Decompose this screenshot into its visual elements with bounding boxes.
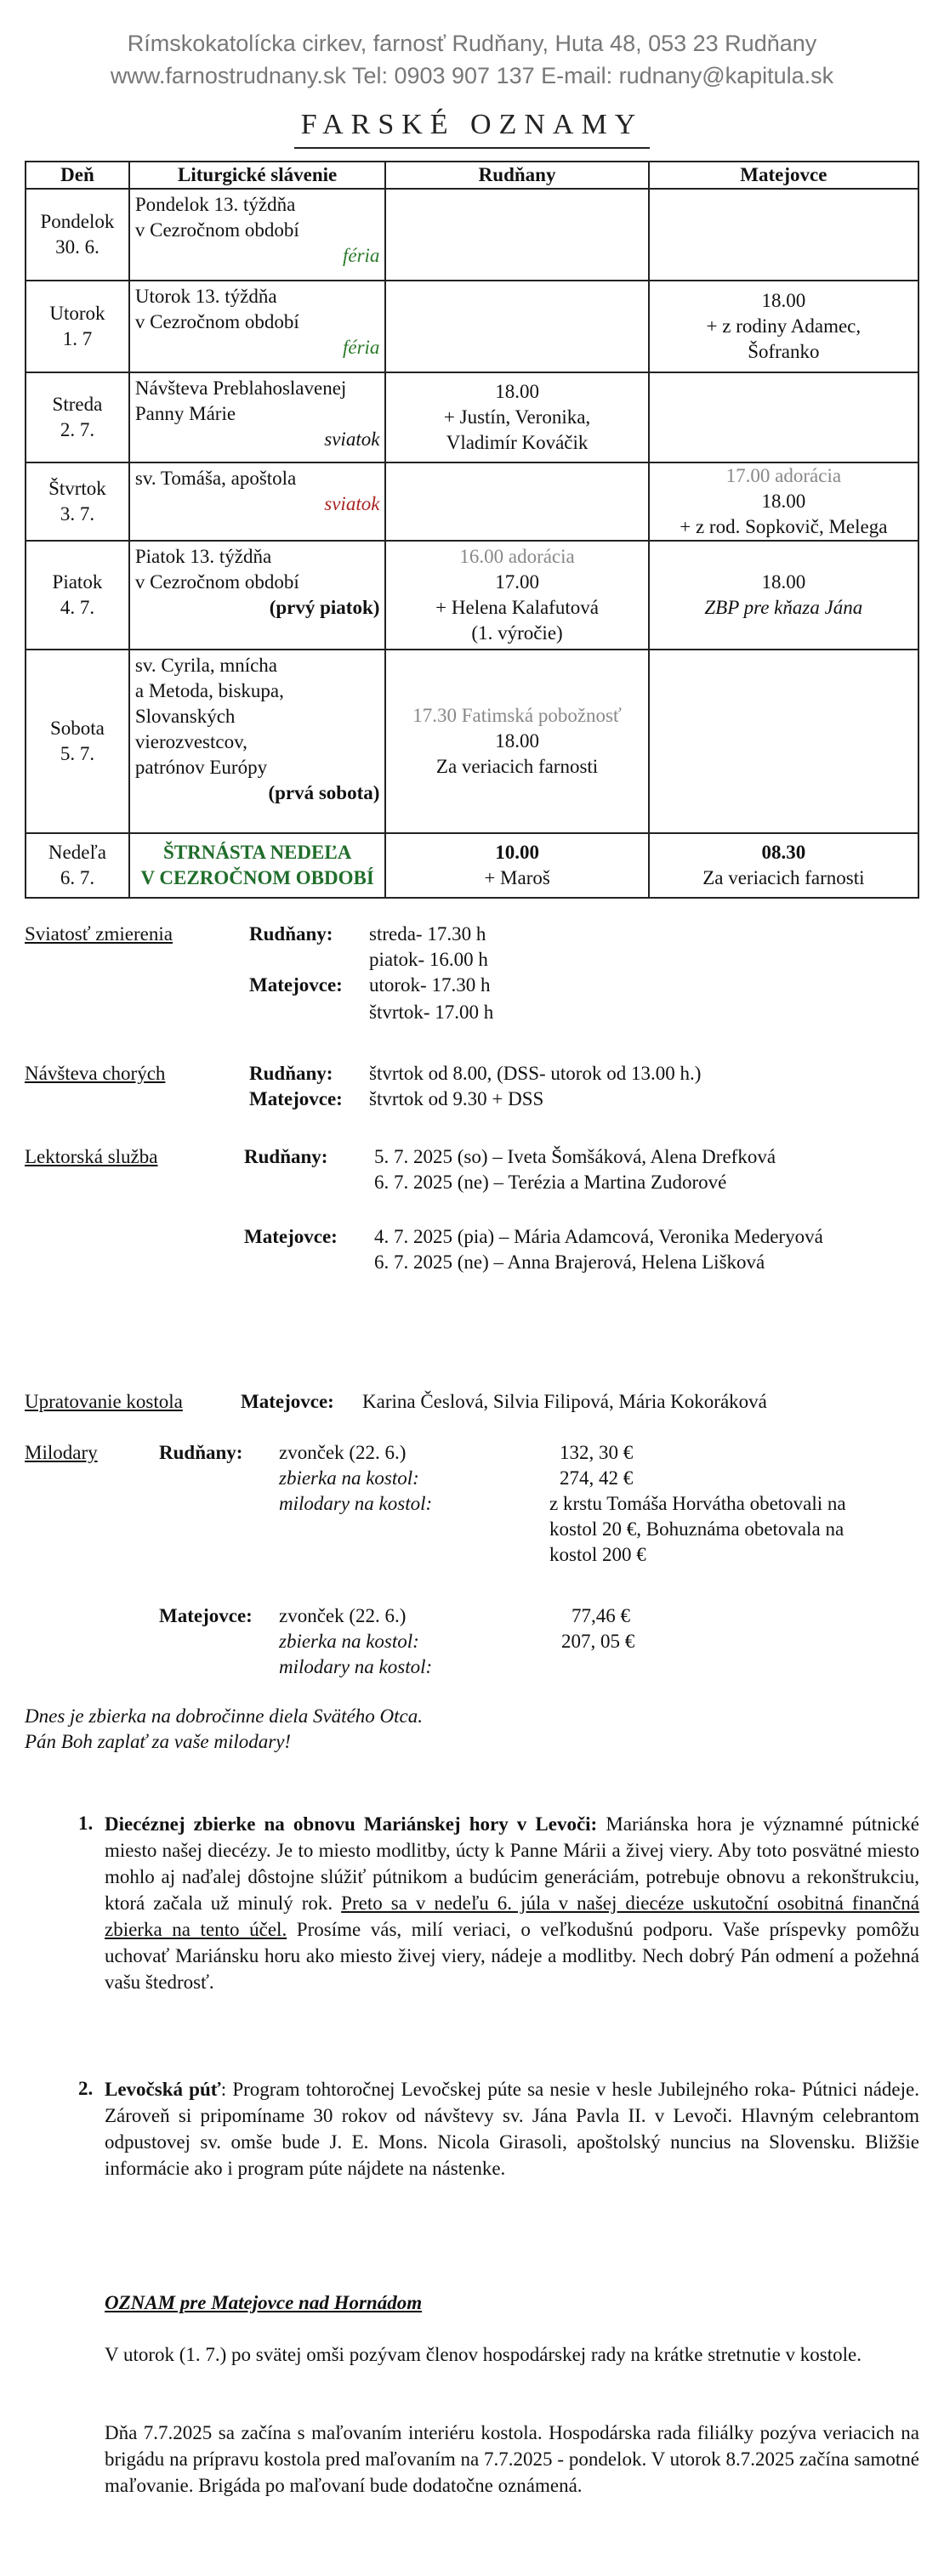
liturgy-line: Utorok 13. týždňa (134, 286, 277, 307)
day-cell (26, 281, 129, 372)
confession-rudnany-1: streda- 17.30 h (369, 923, 486, 945)
item-1-text-b: Prosíme vás, milí veriaci, o veľkodušnú podporu. Vaše príspevky pomôžu uchovať Mariánsku horu ako miesto živej viery, nádeje a modlitby. Nech dobrý Pán odmení a požehná vašu štedrosť. (105, 1919, 919, 1993)
rudnany-cell (385, 281, 648, 372)
donations-matejovce-label: Matejovce: (159, 1605, 253, 1626)
liturgy-line: v Cezročnom období (134, 571, 299, 593)
matejovce-cell (649, 650, 918, 833)
rudnany-cell (385, 372, 648, 462)
matejovce-line: Za veriacich farnosti (702, 867, 865, 888)
item-1-heading: Diecéznej zbierke na obnovu Mariánskej hory v Levoči: (105, 1813, 598, 1835)
day-name: Streda (52, 394, 103, 415)
cleaning-names: Karina Česlová, Silvia Filipová, Mária Kokoráková (362, 1391, 767, 1412)
liturgy-line: Návšteva Preblahoslavenej (134, 377, 347, 399)
matejovce-cell (649, 189, 918, 281)
rudnany-cell (385, 833, 648, 898)
schedule-row (26, 189, 918, 281)
notice-paragraph-1: V utorok (1. 7.) po svätej omši pozývam členov hospodárskej rady na krátke stretnutie v kostole. (105, 2344, 862, 2365)
liturgy-cell (129, 833, 386, 898)
liturgy-line: sv. Tomáša, apoštola (134, 468, 297, 489)
donations-rudnany-note-1: z krstu Tomáša Horvátha obetovali na (549, 1493, 846, 1514)
matejovce-line: ZBP pre kňaza Jána (704, 597, 863, 618)
schedule-row (26, 281, 918, 372)
liturgy-rank: féria (342, 337, 380, 358)
liturgy-cell (129, 372, 386, 462)
liturgy-cell (129, 541, 386, 650)
matejovce-line: 18.00 (761, 491, 806, 512)
rudnany-line: + Maroš (484, 867, 550, 888)
col-header-liturgy: Liturgické slávenie (129, 162, 386, 189)
donations-label: Milodary (25, 1442, 98, 1463)
item-1-text-underlined: Preto sa v nedeľu 6. júla v našej diecéze uskutoční osobitná finančná zbierka na tento účel. (105, 1892, 919, 1940)
day-cell (26, 372, 129, 462)
liturgy-rank: sviatok (324, 493, 380, 514)
liturgy-cell (129, 462, 386, 541)
lectors-rudnany-2: 6. 7. 2025 (ne) – Terézia a Martina Zudorové (374, 1172, 727, 1193)
lectors-matejovce-2: 6. 7. 2025 (ne) – Anna Brajerová, Helena Lišková (374, 1251, 765, 1273)
rudnany-line: Za veriacich farnosti (435, 756, 599, 777)
liturgy-line: Pondelok 13. týždňa (134, 194, 296, 215)
parish-address: Rímskokatolícka cirkev, farnosť Rudňany, Huta 48, 053 23 Rudňany (127, 31, 817, 56)
matejovce-cell (649, 281, 918, 372)
liturgy-cell (129, 650, 386, 833)
col-header-rudnany: Rudňany (385, 162, 648, 189)
rudnany-line: 18.00 (495, 381, 539, 402)
item-1-paragraph (105, 1811, 919, 1995)
day-cell (26, 462, 129, 541)
lectors-matejovce-1: 4. 7. 2025 (pia) – Mária Adamcová, Veronika Mederyová (374, 1226, 823, 1247)
confession-label: Sviatosť zmierenia (25, 923, 173, 945)
confession-matejovce-1: utorok- 17.30 h (369, 974, 491, 996)
rudnany-line: (1. výročie) (471, 622, 563, 644)
lectors-matejovce-label: Matejovce: (244, 1226, 338, 1247)
donations-matejovce-item-2: zbierka na kostol: (279, 1631, 419, 1652)
matejovce-extra: 17.00 adorácia (725, 465, 842, 486)
schedule-row (26, 833, 918, 898)
liturgy-rank: féria (342, 245, 380, 266)
sick-visit-label: Návšteva chorých (25, 1063, 166, 1084)
schedule-row (26, 372, 918, 462)
donations-rudnany-item-1: zvonček (22. 6.) (279, 1442, 407, 1463)
day-date: 3. 7. (60, 503, 95, 525)
matejovce-cell (649, 462, 918, 541)
liturgy-line: Piatok 13. týždňa (134, 546, 272, 567)
day-date: 30. 6. (55, 236, 100, 258)
col-header-day: Deň (26, 162, 129, 189)
confession-matejovce-label: Matejovce: (249, 974, 343, 996)
schedule-row (26, 541, 918, 650)
donations-rudnany-label: Rudňany: (159, 1442, 243, 1463)
donations-rudnany-value-2: 274, 42 € (560, 1467, 634, 1489)
liturgy-line: v Cezročnom období (134, 311, 299, 332)
notice-title: OZNAM pre Matejovce nad Hornádom (105, 2292, 423, 2313)
liturgy-line: v Cezročnom období (134, 219, 299, 241)
lectors-label: Lektorská služba (25, 1146, 158, 1167)
notice-paragraph-2: Dňa 7.7.2025 sa začína s maľovaním interiéru kostola. Hospodárska rada filiálky pozýva veriacich na brigádu na prípravu kostola pred maľovaním na 7.7.2025 - pondelok. V utorok 8.7.2025 začína samotné maľovanie. Brigáda po maľovaní bude dodatočne oznámená. (105, 2422, 919, 2496)
liturgy-rank: (prvá sobota) (268, 782, 380, 803)
day-date: 2. 7. (60, 419, 95, 440)
matejovce-line: 18.00 (761, 290, 806, 311)
sick-visit-matejovce: štvrtok od 9.30 + DSS (369, 1088, 544, 1109)
rudnany-line: 17.00 (495, 571, 539, 593)
day-date: 6. 7. (60, 867, 95, 888)
schedule-row (26, 650, 918, 833)
donations-matejovce-item-1: zvonček (22. 6.) (279, 1605, 407, 1626)
rudnany-line: 10.00 (495, 842, 539, 863)
rudnany-line: + Justín, Veronika, (443, 406, 591, 428)
confession-rudnany-2: piatok- 16.00 h (369, 949, 488, 970)
schedule-table (25, 161, 919, 899)
liturgy-line: V CEZROČNOM OBDOBÍ (140, 867, 374, 888)
day-name: Utorok (49, 303, 105, 324)
title-underline (294, 147, 650, 149)
rudnany-extra: 17.30 Fatimská pobožnosť (412, 705, 622, 726)
liturgy-line: patrónov Európy (134, 757, 268, 778)
donations-rudnany-item-2: zbierka na kostol: (279, 1467, 419, 1489)
item-2-number: 2. (78, 2078, 94, 2099)
matejovce-line: Šofranko (748, 341, 820, 362)
confession-rudnany-label: Rudňany: (249, 923, 333, 945)
item-2-paragraph (105, 2076, 919, 2182)
cleaning-matejovce-label: Matejovce: (241, 1391, 334, 1412)
schedule-row (26, 462, 918, 541)
matejovce-cell (649, 833, 918, 898)
collection-note: Dnes je zbierka na dobročinne diela Svätého Otca. (25, 1705, 423, 1727)
item-1-number: 1. (78, 1813, 94, 1834)
day-date: 4. 7. (60, 597, 95, 618)
day-cell (26, 189, 129, 281)
liturgy-cell (129, 189, 386, 281)
sick-visit-rudnany: štvrtok od 8.00, (DSS- utorok od 13.00 h.) (369, 1063, 702, 1084)
rudnany-cell (385, 462, 648, 541)
liturgy-rank: (prvý piatok) (269, 597, 380, 618)
lectors-rudnany-label: Rudňany: (244, 1146, 328, 1167)
parish-contact: www.farnostrudnany.sk Tel: 0903 907 137 E-mail: rudnany@kapitula.sk (110, 63, 834, 88)
matejovce-line: + z rodiny Adamec, (706, 315, 862, 337)
matejovce-line: 08.30 (761, 842, 806, 863)
confession-matejovce-2: štvrtok- 17.00 h (369, 1001, 494, 1023)
rudnany-line: 18.00 (495, 730, 539, 752)
liturgy-cell (129, 281, 386, 372)
rudnany-line: + Helena Kalafutová (435, 597, 599, 618)
donations-matejovce-item-3: milodary na kostol: (279, 1656, 433, 1677)
donations-matejovce-value-1: 77,46 € (572, 1605, 630, 1626)
rudnany-line: Vladimír Kováčik (446, 432, 589, 453)
matejovce-line: 18.00 (761, 571, 806, 593)
donations-rudnany-value-1: 132, 30 € (560, 1442, 634, 1463)
liturgy-line: Slovanských (134, 706, 236, 727)
liturgy-line: a Metoda, biskupa, (134, 680, 284, 701)
donations-matejovce-value-2: 207, 05 € (561, 1631, 635, 1652)
liturgy-line: Panny Márie (134, 403, 236, 424)
day-cell (26, 541, 129, 650)
col-header-matejovce: Matejovce (649, 162, 918, 189)
page-title: FARSKÉ OZNAMY (300, 109, 644, 140)
cleaning-label: Upratovanie kostola (25, 1391, 183, 1412)
day-name: Štvrtok (48, 478, 106, 499)
donations-rudnany-note-2: kostol 20 €, Bohuznáma obetovala na (549, 1518, 844, 1540)
day-name: Nedeľa (48, 842, 106, 863)
rudnany-cell (385, 650, 648, 833)
day-name: Piatok (52, 571, 103, 593)
day-cell (26, 650, 129, 833)
liturgy-line: ŠTRNÁSTA NEDEĽA (162, 842, 352, 863)
rudnany-extra: 16.00 adorácia (459, 546, 575, 567)
day-name: Pondelok (40, 211, 115, 232)
matejovce-line: + z rod. Sopkovič, Melega (680, 516, 888, 537)
item-1-text-a: Mariánska hora je významné pútnické miesto našej diecézy. Je to miesto modlitby, úcty k Panne Márii a živej viery. Aby toto posvätné miesto mohlo aj naďalej dôstojne slúžiť pútnikom a budúcim generáciám, potrebuje obnovu a rekonštrukciu, ktorá začala už minulý rok. (105, 1813, 919, 1914)
item-2-heading: Levočská púť (105, 2079, 221, 2100)
matejovce-cell (649, 541, 918, 650)
lectors-rudnany-1: 5. 7. 2025 (so) – Iveta Šomšáková, Alena Drefková (374, 1146, 776, 1167)
liturgy-line: vierozvestcov, (134, 731, 247, 752)
day-date: 5. 7. (60, 743, 95, 764)
rudnany-cell (385, 541, 648, 650)
thanks-note: Pán Boh zaplať za vaše milodary! (25, 1731, 292, 1752)
sick-visit-rudnany-label: Rudňany: (249, 1063, 333, 1084)
day-date: 1. 7 (62, 328, 93, 349)
liturgy-line: sv. Cyrila, mnícha (134, 655, 278, 676)
donations-rudnany-item-3: milodary na kostol: (279, 1493, 433, 1514)
matejovce-cell (649, 372, 918, 462)
schedule-header-row (26, 162, 918, 189)
day-name: Sobota (49, 718, 105, 739)
rudnany-cell (385, 189, 648, 281)
day-cell (26, 833, 129, 898)
donations-rudnany-note-3: kostol 200 € (549, 1544, 646, 1565)
liturgy-rank: sviatok (324, 428, 380, 450)
sick-visit-matejovce-label: Matejovce: (249, 1088, 343, 1109)
item-2-text: : Program tohtoročnej Levočskej púte sa nesie v hesle Jubilejného roka- Pútnici nádeje. Zároveň si pripomíname 30 rokov od návštevy sv. Jána Pavla II. v Levoči. Hlavným celebrantom odpustovej sv. omše bude J. E. Mons. Nicola Girasoli, apoštolský nuncius na Slovensku. Bližšie informácie ako i program púte nájdete na nástenke. (105, 2079, 919, 2179)
